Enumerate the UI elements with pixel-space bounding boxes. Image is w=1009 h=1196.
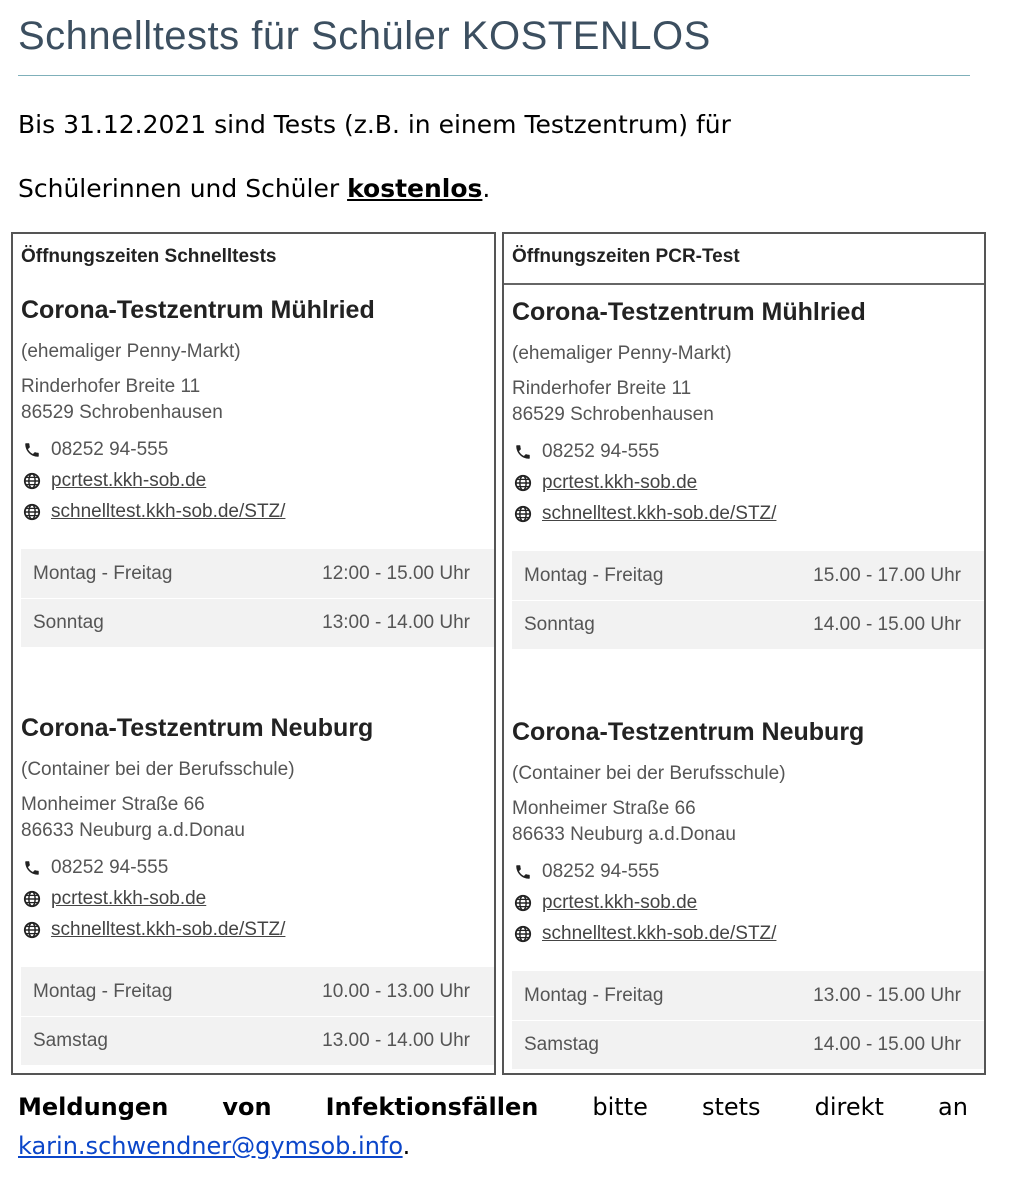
- hours-time: 13.00 - 14.00 Uhr: [322, 1030, 470, 1051]
- hours-row: [512, 551, 986, 600]
- test-center-address: [512, 796, 984, 848]
- hours-time: 14.00 - 15.00 Uhr: [813, 614, 961, 635]
- test-center-note: (ehemaliger Penny-Markt): [21, 341, 241, 362]
- contact-email-line: [18, 1132, 410, 1160]
- rapid-test-hours-panel: [11, 232, 496, 1075]
- hours-day: Samstag: [33, 1030, 108, 1051]
- intro-line-2: [18, 174, 490, 203]
- phone-row: [512, 856, 984, 887]
- test-center-name: Corona-Testzentrum Mühlried: [21, 296, 375, 324]
- hours-row: [21, 1016, 496, 1065]
- pcrtest-link[interactable]: pcrtest.kkh-sob.de: [542, 891, 698, 913]
- globe-icon: [512, 925, 534, 943]
- address-street: Monheimer Straße 66: [21, 794, 205, 815]
- notice-word: Meldungen: [18, 1093, 169, 1121]
- phone-icon: [512, 443, 534, 461]
- opening-hours-table: [512, 971, 986, 1069]
- website-row: [21, 496, 494, 527]
- website-row: [21, 883, 494, 914]
- schnelltest-link[interactable]: schnelltest.kkh-sob.de/STZ/: [51, 918, 286, 940]
- test-center-note: (Container bei der Berufsschule): [512, 763, 786, 784]
- contact-list: [512, 436, 984, 529]
- test-center-address: [21, 792, 494, 844]
- phone-number: 08252 94-555: [51, 856, 169, 878]
- hours-day: Montag - Freitag: [33, 980, 173, 1002]
- phone-number: 08252 94-555: [542, 440, 660, 462]
- globe-icon: [21, 503, 43, 521]
- notice-word: an: [938, 1093, 968, 1121]
- hours-day: Montag - Freitag: [524, 564, 664, 586]
- phone-row: [21, 434, 494, 465]
- address-street: Monheimer Straße 66: [512, 798, 696, 819]
- schnelltest-link[interactable]: schnelltest.kkh-sob.de/STZ/: [542, 922, 777, 944]
- contact-list: [512, 856, 984, 949]
- schnelltest-link[interactable]: schnelltest.kkh-sob.de/STZ/: [542, 502, 777, 524]
- website-row: [512, 498, 984, 529]
- test-center-name: Corona-Testzentrum Mühlried: [512, 298, 866, 326]
- globe-icon: [21, 921, 43, 939]
- hours-time: 13.00 - 15.00 Uhr: [813, 984, 961, 1006]
- pcrtest-link[interactable]: pcrtest.kkh-sob.de: [51, 887, 207, 909]
- hours-day: Samstag: [524, 1034, 599, 1055]
- phone-row: [21, 852, 494, 883]
- globe-icon: [512, 894, 534, 912]
- test-center-note: (Container bei der Berufsschule): [21, 759, 295, 780]
- title-divider: [18, 75, 970, 76]
- website-row: [21, 465, 494, 496]
- pcrtest-link[interactable]: pcrtest.kkh-sob.de: [542, 471, 698, 493]
- intro-line-2-text: Schülerinnen und Schüler: [18, 174, 348, 203]
- opening-hours-table: [21, 967, 496, 1065]
- test-center-card: [512, 718, 984, 1069]
- test-center-card: [21, 296, 494, 647]
- globe-icon: [512, 505, 534, 523]
- notice-word: stets: [701, 1093, 761, 1121]
- hours-day: Montag - Freitag: [524, 984, 664, 1006]
- contact-list: [21, 434, 494, 527]
- phone-icon: [21, 441, 43, 459]
- website-row: [512, 918, 984, 949]
- hours-day: Sonntag: [524, 614, 595, 635]
- hours-day: Montag - Freitag: [33, 562, 173, 584]
- intro-line-1: Bis 31.12.2021 sind Tests (z.B. in einem Testzentrum) für: [18, 110, 731, 139]
- hours-time: 12:00 - 15.00 Uhr: [322, 562, 470, 584]
- globe-icon: [21, 472, 43, 490]
- pcrtest-link[interactable]: pcrtest.kkh-sob.de: [51, 469, 207, 491]
- phone-number: 08252 94-555: [51, 438, 169, 460]
- contact-email-link[interactable]: karin.schwendner@gymsob.info: [18, 1132, 403, 1160]
- page-title: Schnelltests für Schüler KOSTENLOS: [18, 14, 711, 58]
- hours-day: Sonntag: [33, 612, 104, 633]
- address-city: 86633 Neuburg a.d.Donau: [512, 824, 736, 845]
- address-city: 86529 Schrobenhausen: [512, 404, 714, 425]
- notice-word: von: [222, 1093, 272, 1121]
- opening-hours-table: [21, 549, 496, 647]
- opening-hours-table: [512, 551, 986, 649]
- panel-header-divider: [504, 283, 984, 285]
- test-center-name: Corona-Testzentrum Neuburg: [512, 718, 865, 746]
- hours-time: 13:00 - 14.00 Uhr: [322, 612, 470, 633]
- globe-icon: [21, 890, 43, 908]
- phone-icon: [21, 859, 43, 877]
- website-row: [512, 467, 984, 498]
- address-city: 86529 Schrobenhausen: [21, 402, 223, 423]
- notice-word: bitte: [592, 1093, 648, 1121]
- schnelltest-link[interactable]: schnelltest.kkh-sob.de/STZ/: [51, 500, 286, 522]
- address-street: Rinderhofer Breite 11: [21, 376, 201, 397]
- panel-header: Öffnungszeiten PCR-Test: [512, 246, 740, 267]
- hours-row: [512, 1020, 986, 1069]
- free-of-charge-emphasis: kostenlos: [347, 174, 483, 203]
- hours-row: [512, 600, 986, 649]
- hours-time: 14.00 - 15.00 Uhr: [813, 1034, 961, 1055]
- email-period: .: [402, 1132, 411, 1160]
- phone-row: [512, 436, 984, 467]
- phone-number: 08252 94-555: [542, 860, 660, 882]
- phone-icon: [512, 863, 534, 881]
- test-center-card: [512, 298, 984, 649]
- intro-period: .: [482, 174, 491, 203]
- website-row: [512, 887, 984, 918]
- hours-row: [21, 967, 496, 1016]
- contact-list: [21, 852, 494, 945]
- notice-word: direkt: [814, 1093, 884, 1121]
- test-center-address: [512, 376, 984, 428]
- infection-report-notice: [18, 1093, 968, 1121]
- address-city: 86633 Neuburg a.d.Donau: [21, 820, 245, 841]
- pcr-test-hours-panel: [502, 232, 986, 1075]
- test-center-name: Corona-Testzentrum Neuburg: [21, 714, 374, 742]
- hours-time: 10.00 - 13.00 Uhr: [322, 980, 470, 1002]
- test-center-card: [21, 714, 494, 1065]
- hours-row: [512, 971, 986, 1020]
- test-center-address: [21, 374, 494, 426]
- hours-row: [21, 598, 496, 647]
- address-street: Rinderhofer Breite 11: [512, 378, 692, 399]
- notice-word: Infektionsfällen: [325, 1093, 539, 1121]
- hours-time: 15.00 - 17.00 Uhr: [813, 564, 961, 586]
- globe-icon: [512, 474, 534, 492]
- hours-row: [21, 549, 496, 598]
- website-row: [21, 914, 494, 945]
- test-center-note: (ehemaliger Penny-Markt): [512, 343, 732, 364]
- panel-header: Öffnungszeiten Schnelltests: [21, 246, 277, 267]
